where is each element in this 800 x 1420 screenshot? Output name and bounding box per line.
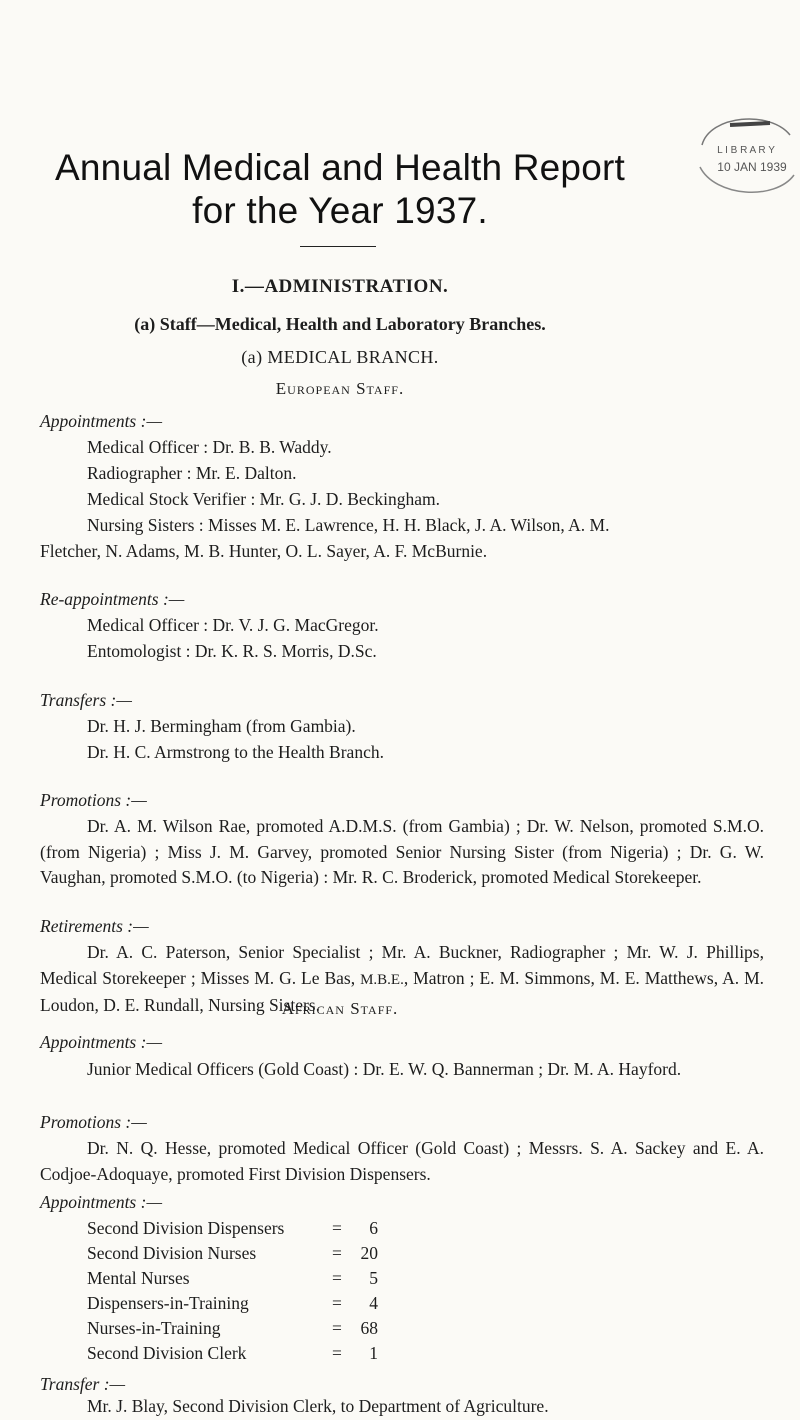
equals-cell: = xyxy=(332,1318,342,1338)
african-appointments-text: Junior Medical Officers (Gold Coast) : Dr. E. W. Q. Bannerman ; Dr. M. A. Hayford. xyxy=(87,1059,682,1079)
promotions-label: Promotions :— xyxy=(40,790,147,810)
count-cell: 5 xyxy=(369,1268,378,1288)
retirements-text: Dr. A. C. Paterson, Senior Specialist ; Mr. A. Buckner, Radiographer ; Mr. W. J. Phillips, Medical Storekeeper ; Misses M. G. Le Bas, xyxy=(40,942,764,988)
count-cell: 6 xyxy=(369,1218,378,1238)
equals-cell: = xyxy=(332,1293,342,1313)
role-cell: Mental Nurses xyxy=(87,1268,190,1288)
appointment-line: Radiographer : Mr. E. Dalton. xyxy=(87,463,297,483)
equals-cell: = xyxy=(332,1343,342,1363)
count-cell: 20 xyxy=(360,1243,378,1263)
african-promotions-label: Promotions :— xyxy=(40,1112,147,1132)
reappointment-line: Entomologist : Dr. K. R. S. Morris, D.Sc. xyxy=(87,641,377,661)
promotions-text: Dr. A. M. Wilson Rae, promoted A.D.M.S. (from Gambia) ; Dr. W. Nelson, promoted S.M.O. (from Nigeria) ; Miss J. M. Garvey, promoted Senior Nursing Sister (from Nigeria) ; Dr. G. W. Vaughan, promoted S.M.O. (to Nigeria) : Mr. R. C. Broderick, promoted Medical Storekeeper. xyxy=(40,816,764,887)
count-cell: 1 xyxy=(369,1343,378,1363)
african-appointments-paragraph xyxy=(40,1057,764,1083)
appointments-label: Appointments :— xyxy=(40,411,163,431)
honour-abbreviation: M.B.E. xyxy=(360,971,404,988)
library-stamp-icon xyxy=(690,105,800,205)
appointments-table-label: Appointments :— xyxy=(40,1192,163,1212)
reappointment-line: Medical Officer : Dr. V. J. G. MacGregor. xyxy=(87,615,379,635)
count-cell: 4 xyxy=(369,1293,378,1313)
equals-cell: = xyxy=(332,1243,342,1263)
role-cell: Second Division Nurses xyxy=(87,1243,257,1263)
stamp-date-text: 10 JAN 1939 xyxy=(717,160,787,174)
transfer-line: Dr. H. J. Bermingham (from Gambia). xyxy=(87,716,356,736)
role-cell: Dispensers-in-Training xyxy=(87,1293,249,1313)
transfers-label: Transfers :— xyxy=(40,690,132,710)
transfer-label: Transfer :— xyxy=(40,1374,126,1394)
section-heading: I.—ADMINISTRATION. xyxy=(231,276,449,297)
role-cell: Nurses-in-Training xyxy=(87,1318,221,1338)
promotions-paragraph xyxy=(40,814,764,891)
branch-heading: (a) MEDICAL BRANCH. xyxy=(241,347,439,367)
title-divider xyxy=(300,246,376,247)
appointment-line: Medical Officer : Dr. B. B. Waddy. xyxy=(87,437,332,457)
equals-cell: = xyxy=(332,1218,342,1238)
transfer-text: Mr. J. Blay, Second Division Clerk, to Department of Agriculture. xyxy=(87,1396,549,1416)
nursing-sisters-line: Nursing Sisters : Misses M. E. Lawrence, H. H. Black, J. A. Wilson, A. M. xyxy=(87,515,610,535)
european-staff-heading: European Staff. xyxy=(275,379,405,398)
appointment-line: Medical Stock Verifier : Mr. G. J. D. Beckingham. xyxy=(87,489,441,509)
african-staff-heading: African Staff. xyxy=(281,999,399,1018)
transfer-line: Dr. H. C. Armstrong to the Health Branch. xyxy=(87,742,384,762)
section-subheading: (a) Staff—Medical, Health and Laboratory Branches. xyxy=(134,314,546,334)
retirements-text-end: , Matron ; E. M. Simmons, M. E. Matthews, A. M. Loudon, D. E. Rundall, Nursing Sisters. xyxy=(40,967,765,1015)
nursing-sisters-line: Fletcher, N. Adams, M. B. Hunter, O. L. Sayer, A. F. McBurnie. xyxy=(40,541,488,561)
role-cell: Second Division Dispensers xyxy=(87,1218,285,1238)
stamp-top-text: L I B R A R Y xyxy=(717,145,775,156)
role-cell: Second Division Clerk xyxy=(87,1343,247,1363)
retirements-label: Retirements :— xyxy=(40,916,149,936)
equals-cell: = xyxy=(332,1268,342,1288)
count-cell: 68 xyxy=(360,1318,378,1338)
report-title-line2: for the Year 1937. xyxy=(192,190,488,231)
african-promotions-paragraph xyxy=(40,1136,764,1187)
reappointments-label: Re-appointments :— xyxy=(40,589,185,609)
african-appointments-label: Appointments :— xyxy=(40,1032,163,1052)
report-title-line1: Annual Medical and Health Report xyxy=(55,147,625,188)
african-promotions-text: Dr. N. Q. Hesse, promoted Medical Officer (Gold Coast) ; Messrs. S. A. Sackey and E. A. Codjoe-Adoquaye, promoted First Division Dispensers. xyxy=(40,1138,764,1184)
